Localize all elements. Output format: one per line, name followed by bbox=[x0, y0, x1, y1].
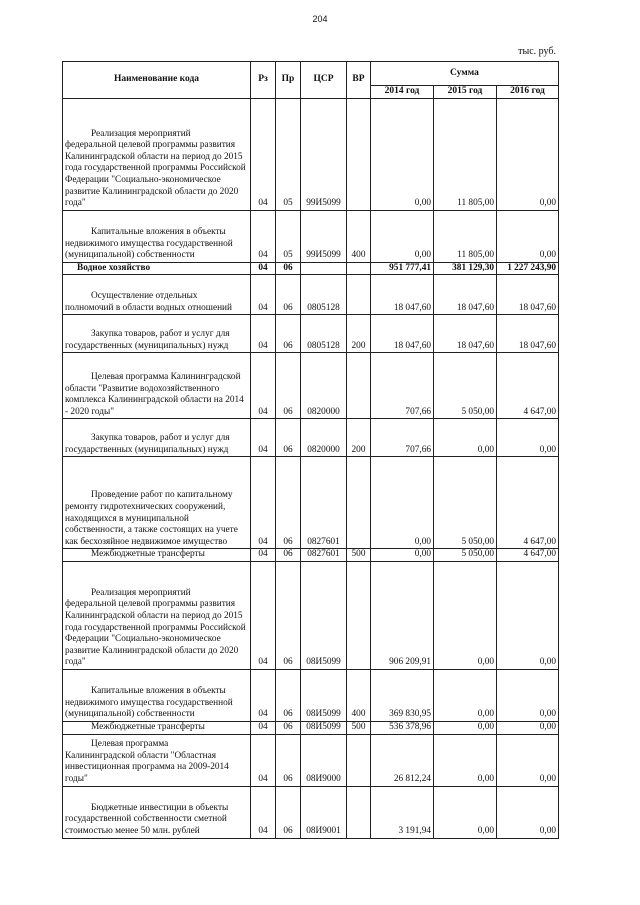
cell-pr: 06 bbox=[276, 786, 301, 838]
cell-vr bbox=[347, 98, 371, 210]
cell-y2014: 18 047,60 bbox=[371, 275, 434, 315]
cell-name-lead: Целевая программа Калининградской bbox=[91, 372, 241, 383]
cell-y2015: 0,00 bbox=[434, 722, 497, 735]
cell-name bbox=[63, 457, 251, 549]
cell-y2015: 0,00 bbox=[434, 562, 497, 670]
cell-y2014: 26 812,24 bbox=[371, 734, 434, 786]
cell-name bbox=[63, 98, 251, 210]
cell-y2014: 0,00 bbox=[371, 457, 434, 549]
cell-pr: 06 bbox=[276, 734, 301, 786]
cell-y2015: 0,00 bbox=[434, 786, 497, 838]
cell-name-lead: Бюджетные инвестиции в объекты bbox=[91, 802, 229, 813]
cell-pr: 06 bbox=[276, 315, 301, 353]
cell-y2016: 4 647,00 bbox=[497, 457, 559, 549]
cell-name bbox=[63, 315, 251, 353]
cell-csr: 0827601 bbox=[301, 549, 347, 562]
header-2016: 2016 год bbox=[497, 86, 559, 99]
cell-y2016: 0,00 bbox=[497, 210, 559, 262]
cell-y2014: 951 777,41 bbox=[371, 262, 434, 275]
header-pr: Пр bbox=[276, 62, 301, 99]
cell-y2015: 5 050,00 bbox=[434, 457, 497, 549]
cell-y2016: 4 647,00 bbox=[497, 353, 559, 419]
table-row bbox=[63, 98, 559, 210]
cell-rz: 04 bbox=[251, 419, 276, 457]
header-2015: 2015 год bbox=[434, 86, 497, 99]
units-label: тыс. руб. bbox=[518, 46, 556, 57]
cell-pr: 05 bbox=[276, 98, 301, 210]
cell-y2015: 11 805,00 bbox=[434, 210, 497, 262]
cell-y2014: 18 047,60 bbox=[371, 315, 434, 353]
table-row bbox=[63, 315, 559, 353]
cell-rz: 04 bbox=[251, 722, 276, 735]
cell-y2016: 0,00 bbox=[497, 734, 559, 786]
page-number: 204 bbox=[312, 14, 328, 24]
cell-name-text: федеральной целевой программы развития Калининградской области на период до 2015 года государственной программы Российской Федерации "Социально-экономическое развитие Калининградской области до 2020 года" bbox=[65, 140, 246, 209]
cell-name bbox=[63, 670, 251, 722]
cell-y2016: 0,00 bbox=[497, 419, 559, 457]
cell-rz: 04 bbox=[251, 786, 276, 838]
cell-csr: 99И5099 bbox=[301, 98, 347, 210]
cell-name-text: Калининградской области "Областная инвестиционная программа на 2009-2014 годы" bbox=[65, 750, 229, 785]
cell-csr: 08И5099 bbox=[301, 670, 347, 722]
cell-rz: 04 bbox=[251, 670, 276, 722]
table-row bbox=[63, 786, 559, 838]
table-row bbox=[63, 457, 559, 549]
cell-name-text: государственных (муниципальных) нужд bbox=[65, 444, 229, 455]
cell-y2016: 0,00 bbox=[497, 98, 559, 210]
cell-name bbox=[63, 419, 251, 457]
table-row bbox=[63, 549, 559, 562]
cell-y2014: 0,00 bbox=[371, 549, 434, 562]
table-body bbox=[63, 98, 559, 838]
cell-rz: 04 bbox=[251, 457, 276, 549]
cell-y2016: 18 047,60 bbox=[497, 275, 559, 315]
cell-name bbox=[63, 210, 251, 262]
cell-name bbox=[63, 786, 251, 838]
cell-name bbox=[63, 262, 251, 275]
cell-name-lead: Целевая программа bbox=[91, 739, 169, 750]
cell-vr: 400 bbox=[347, 210, 371, 262]
cell-name-lead: Проведение работ по капитальному bbox=[91, 490, 233, 501]
cell-vr bbox=[347, 562, 371, 670]
cell-y2016: 0,00 bbox=[497, 562, 559, 670]
cell-csr: 08И9000 bbox=[301, 734, 347, 786]
cell-rz: 04 bbox=[251, 734, 276, 786]
cell-name-text: государственных (муниципальных) нужд bbox=[65, 340, 229, 351]
cell-name-text: полномочий в области водных отношений bbox=[65, 302, 232, 313]
cell-name bbox=[63, 275, 251, 315]
cell-name bbox=[63, 549, 251, 562]
cell-pr: 06 bbox=[276, 562, 301, 670]
budget-table bbox=[62, 61, 559, 839]
cell-name-lead: Капитальные вложения в объекты bbox=[91, 227, 226, 238]
cell-y2014: 369 830,95 bbox=[371, 670, 434, 722]
cell-rz: 04 bbox=[251, 353, 276, 419]
cell-name-text: недвижимого имущества государственной (муниципальной) собственности bbox=[65, 238, 233, 261]
cell-vr bbox=[347, 457, 371, 549]
cell-y2014: 906 209,91 bbox=[371, 562, 434, 670]
cell-y2015: 5 050,00 bbox=[434, 353, 497, 419]
cell-y2015: 0,00 bbox=[434, 419, 497, 457]
cell-vr: 200 bbox=[347, 419, 371, 457]
cell-rz: 04 bbox=[251, 262, 276, 275]
cell-rz: 04 bbox=[251, 549, 276, 562]
cell-pr: 06 bbox=[276, 419, 301, 457]
cell-vr bbox=[347, 734, 371, 786]
header-sum: Сумма bbox=[371, 62, 559, 86]
cell-csr: 0820000 bbox=[301, 353, 347, 419]
cell-name-lead: Осуществление отдельных bbox=[91, 291, 198, 302]
cell-name-text: ремонту гидротехнических сооружений, находящихся в муниципальной собственности, а также состоящих на учете как бесхозяйное недвижимое имущество bbox=[65, 502, 238, 547]
cell-name-text: недвижимого имущества государственной (муниципальной) собственности bbox=[65, 697, 233, 720]
cell-vr: 400 bbox=[347, 670, 371, 722]
cell-pr: 06 bbox=[276, 670, 301, 722]
cell-csr: 0827601 bbox=[301, 457, 347, 549]
table-row bbox=[63, 562, 559, 670]
table-row bbox=[63, 419, 559, 457]
cell-pr: 06 bbox=[276, 262, 301, 275]
cell-pr: 06 bbox=[276, 353, 301, 419]
table-row bbox=[63, 275, 559, 315]
cell-csr: 0805128 bbox=[301, 315, 347, 353]
cell-pr: 06 bbox=[276, 457, 301, 549]
cell-name-text: федеральной целевой программы развития Калининградской области на период до 2015 года государственной программы Российской Федерации "Социально-экономическое развитие Калининградской области до 2020 года" bbox=[65, 599, 246, 668]
cell-rz: 04 bbox=[251, 562, 276, 670]
cell-y2014: 3 191,94 bbox=[371, 786, 434, 838]
cell-y2016: 1 227 243,90 bbox=[497, 262, 559, 275]
table-row bbox=[63, 722, 559, 735]
cell-csr: 08И5099 bbox=[301, 562, 347, 670]
header-rz: Рз bbox=[251, 62, 276, 99]
table-row bbox=[63, 670, 559, 722]
cell-csr: 08И5099 bbox=[301, 722, 347, 735]
header-vr: ВР bbox=[347, 62, 371, 99]
cell-y2015: 5 050,00 bbox=[434, 549, 497, 562]
cell-y2014: 707,66 bbox=[371, 353, 434, 419]
cell-name bbox=[63, 353, 251, 419]
cell-csr: 99И5099 bbox=[301, 210, 347, 262]
cell-name-text: Водное хозяйство bbox=[77, 262, 151, 273]
cell-pr: 06 bbox=[276, 549, 301, 562]
cell-csr: 0820000 bbox=[301, 419, 347, 457]
cell-y2015: 381 129,30 bbox=[434, 262, 497, 275]
cell-y2014: 707,66 bbox=[371, 419, 434, 457]
cell-y2014: 0,00 bbox=[371, 210, 434, 262]
cell-name-text: области "Развитие водохозяйственного комплекса Калининградской области на 2014 - 2020 годы" bbox=[65, 383, 244, 417]
cell-vr bbox=[347, 786, 371, 838]
cell-name-lead: Капитальные вложения в объекты bbox=[91, 686, 226, 697]
cell-rz: 04 bbox=[251, 315, 276, 353]
header-name: Наименование кода bbox=[63, 62, 251, 99]
cell-y2015: 0,00 bbox=[434, 734, 497, 786]
cell-y2015: 18 047,60 bbox=[434, 275, 497, 315]
cell-rz: 04 bbox=[251, 275, 276, 315]
cell-name bbox=[63, 734, 251, 786]
cell-name-lead: Реализация мероприятий bbox=[91, 587, 191, 598]
cell-rz: 04 bbox=[251, 210, 276, 262]
table-row bbox=[63, 210, 559, 262]
table-row bbox=[63, 734, 559, 786]
header-2014: 2014 год bbox=[371, 86, 434, 99]
cell-y2015: 11 805,00 bbox=[434, 98, 497, 210]
cell-y2015: 18 047,60 bbox=[434, 315, 497, 353]
cell-name bbox=[63, 722, 251, 735]
cell-pr: 06 bbox=[276, 275, 301, 315]
cell-rz: 04 bbox=[251, 98, 276, 210]
cell-name-lead: Реализация мероприятий bbox=[91, 128, 191, 139]
cell-name-text: государственной собственности сметной стоимостью менее 50 млн. рублей bbox=[65, 814, 227, 837]
cell-name-lead: Межбюджетные трансферты bbox=[91, 722, 205, 733]
cell-vr bbox=[347, 275, 371, 315]
cell-csr bbox=[301, 262, 347, 275]
table-header bbox=[63, 62, 559, 99]
cell-csr: 08И9001 bbox=[301, 786, 347, 838]
cell-vr bbox=[347, 353, 371, 419]
cell-y2016: 4 647,00 bbox=[497, 549, 559, 562]
cell-y2016: 0,00 bbox=[497, 722, 559, 735]
cell-y2014: 536 378,96 bbox=[371, 722, 434, 735]
cell-vr: 500 bbox=[347, 722, 371, 735]
table-row bbox=[63, 262, 559, 275]
cell-vr: 500 bbox=[347, 549, 371, 562]
cell-csr: 0805128 bbox=[301, 275, 347, 315]
cell-name-lead: Закупка товаров, работ и услуг для bbox=[91, 433, 230, 444]
cell-vr: 200 bbox=[347, 315, 371, 353]
cell-y2014: 0,00 bbox=[371, 98, 434, 210]
cell-pr: 05 bbox=[276, 210, 301, 262]
table-row bbox=[63, 353, 559, 419]
cell-name bbox=[63, 562, 251, 670]
cell-pr: 06 bbox=[276, 722, 301, 735]
cell-name-lead: Закупка товаров, работ и услуг для bbox=[91, 329, 230, 340]
cell-y2016: 18 047,60 bbox=[497, 315, 559, 353]
cell-y2016: 0,00 bbox=[497, 786, 559, 838]
cell-y2015: 0,00 bbox=[434, 670, 497, 722]
cell-vr bbox=[347, 262, 371, 275]
header-csr: ЦСР bbox=[301, 62, 347, 99]
cell-y2016: 0,00 bbox=[497, 670, 559, 722]
cell-name-lead: Межбюджетные трансферты bbox=[91, 549, 205, 560]
